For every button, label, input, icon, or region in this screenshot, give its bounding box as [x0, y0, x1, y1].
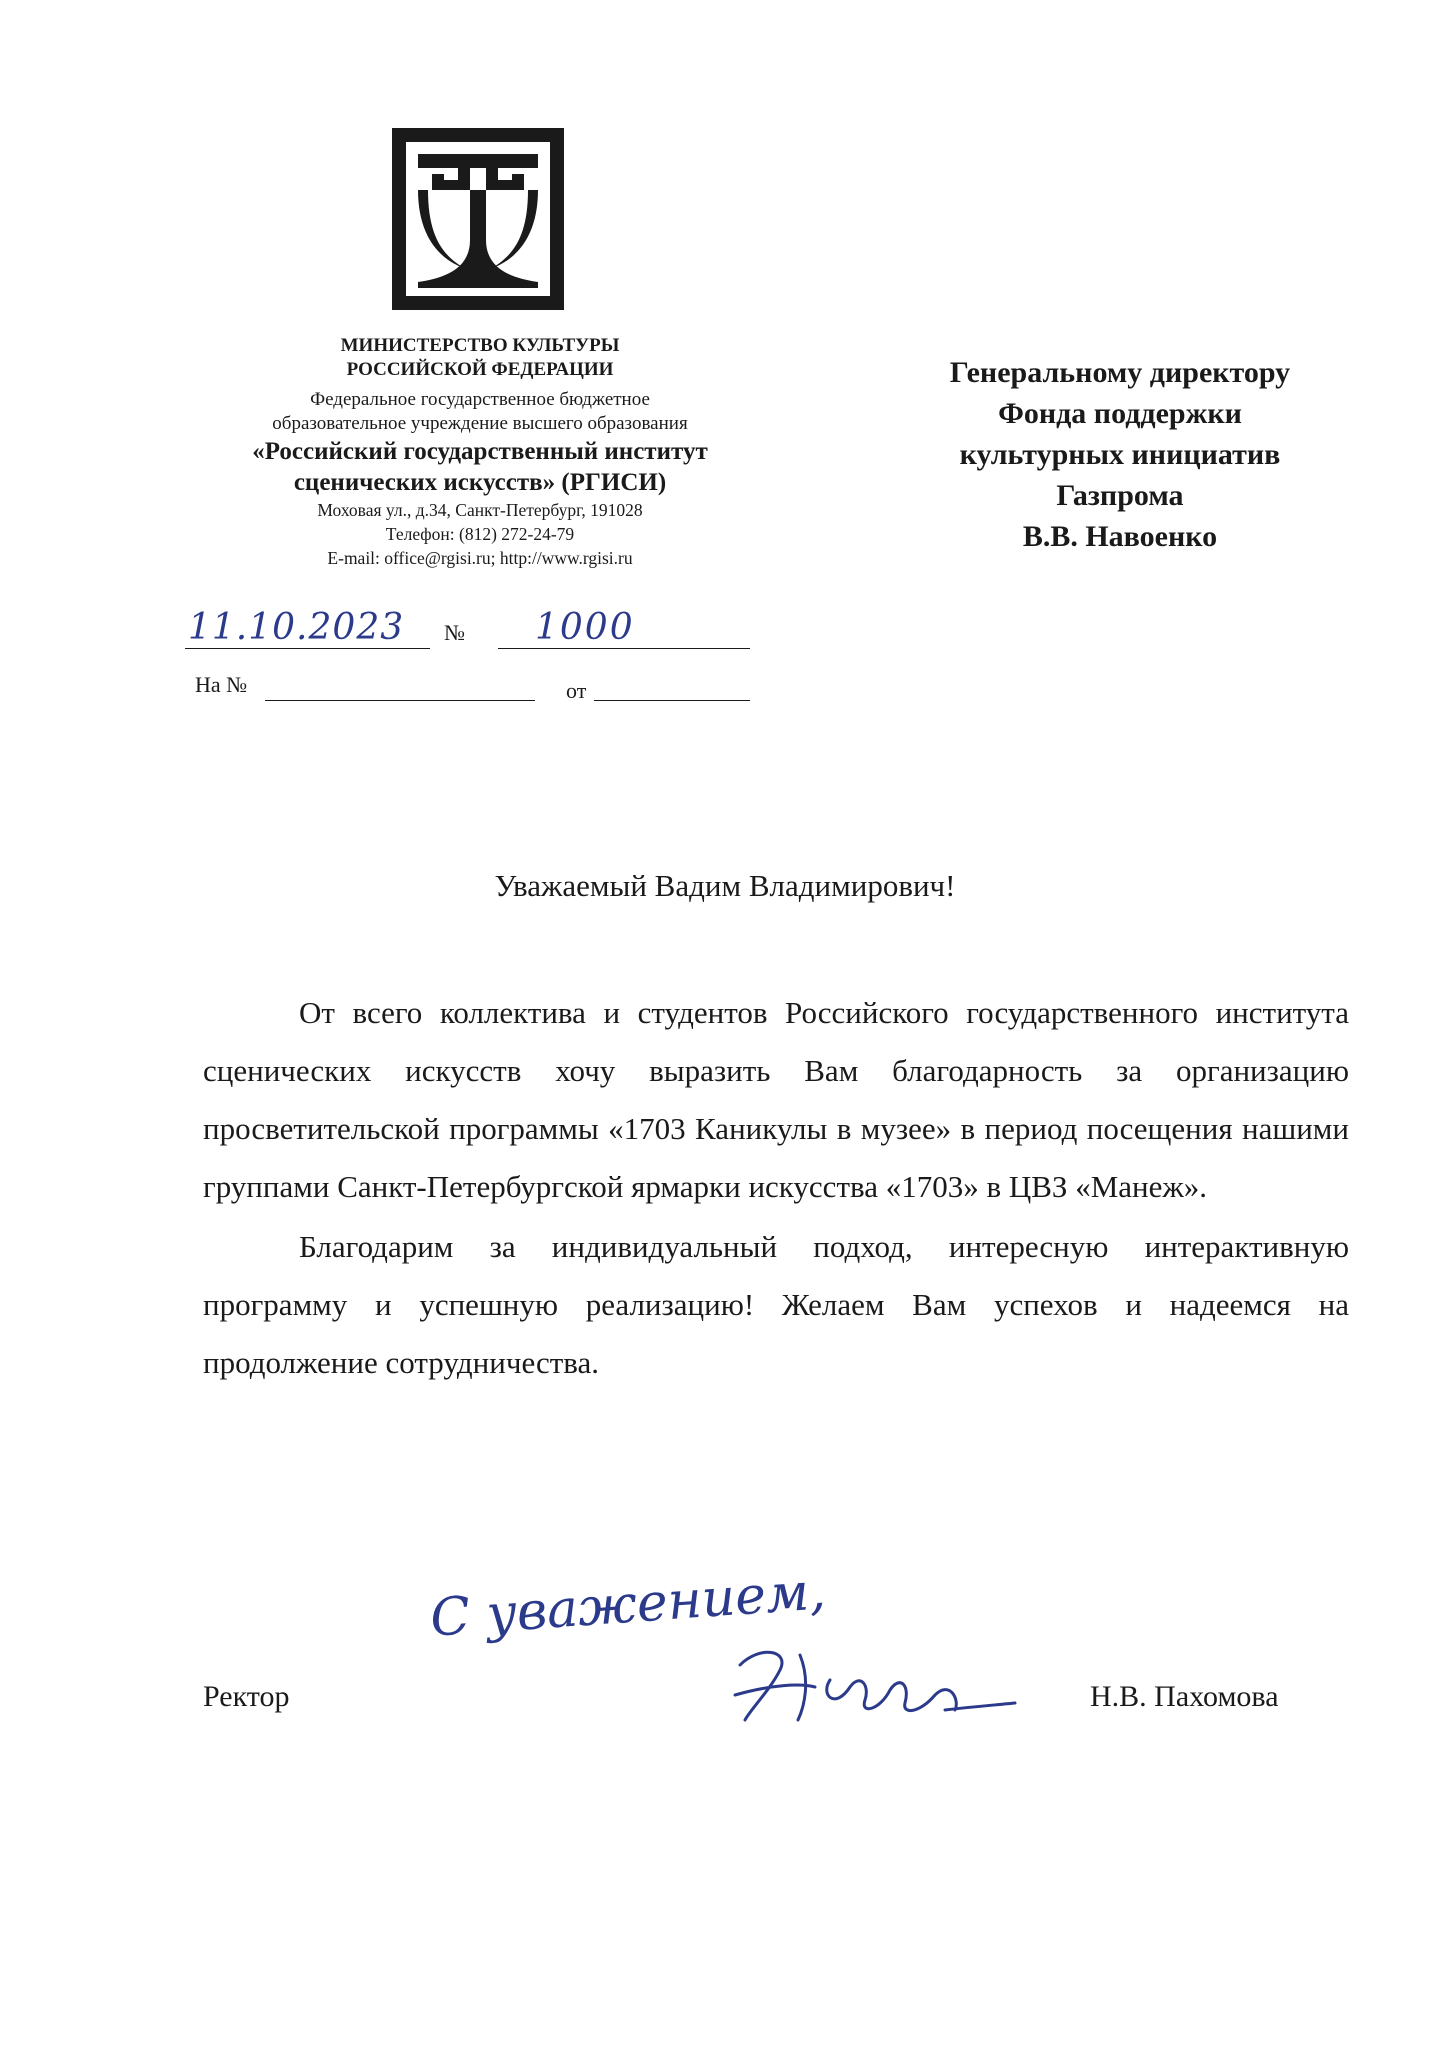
org-name-line-2: сценических искусств» (РГИСИ) — [293, 469, 667, 496]
letterhead — [180, 334, 780, 570]
ministry-line-1: МИНИСТЕРСТВО КУЛЬТУРЫ — [340, 335, 620, 356]
signature — [720, 1625, 1020, 1735]
org-description-line-1: Федеральное государственное бюджетное — [310, 389, 650, 410]
number-label: № — [444, 620, 465, 645]
org-phone: Телефон: (812) 272-24-79 — [385, 524, 575, 544]
letter-body — [203, 984, 1349, 1392]
addressee-line-1: Генеральному директору — [949, 356, 1291, 389]
reference-number-label: На № — [195, 672, 248, 697]
org-description-line-2: образовательное учреждение высшего образования — [272, 413, 688, 434]
salutation: Уважаемый Вадим Владимирович! — [494, 868, 956, 903]
org-email: E-mail: office@rgisi.ru; http://www.rgisi.ru — [327, 548, 633, 568]
reference-number-underline — [265, 700, 535, 701]
body-paragraph-1: От всего коллектива и студентов Российского государственного института сценических искусств хочу выразить Вам благодарность за организацию просветительской программы «1703 Каникулы в музее» в период посещения нашими группами Санкт-Петербургской ярмарки искусства «1703» в ЦВЗ «Манеж». — [203, 995, 1349, 1204]
ministry-line-2: РОССИЙСКОЙ ФЕДЕРАЦИИ — [346, 359, 614, 380]
addressee-line-5: В.В. Навоенко — [1022, 520, 1218, 553]
reference-date-underline — [594, 700, 750, 701]
org-name-line-1: «Российский государственный институт — [252, 438, 708, 465]
reference-date-label: от — [566, 678, 587, 703]
institute-logo — [392, 128, 564, 310]
date-underline — [185, 648, 430, 649]
body-paragraph-2: Благодарим за индивидуальный подход, интересную интерактивную программу и успешную реализацию! Желаем Вам успехов и надеемся на продолжение сотрудничества. — [203, 1229, 1349, 1380]
addressee-line-2: Фонда поддержки — [998, 397, 1242, 430]
number-underline — [498, 648, 750, 649]
signer-name: Н.В. Пахомова — [1090, 1680, 1279, 1713]
org-address: Моховая ул., д.34, Санкт-Петербург, 191028 — [317, 500, 643, 520]
outgoing-number: 1000 — [535, 607, 635, 648]
addressee-line-3: культурных инициатив — [959, 438, 1281, 471]
outgoing-date: 11.10.2023 — [188, 607, 405, 648]
handwritten-regards: С уважением, — [428, 1561, 828, 1649]
addressee-line-4: Газпрома — [1056, 479, 1184, 512]
addressee-block — [870, 352, 1370, 557]
signer-title: Ректор — [203, 1680, 290, 1713]
